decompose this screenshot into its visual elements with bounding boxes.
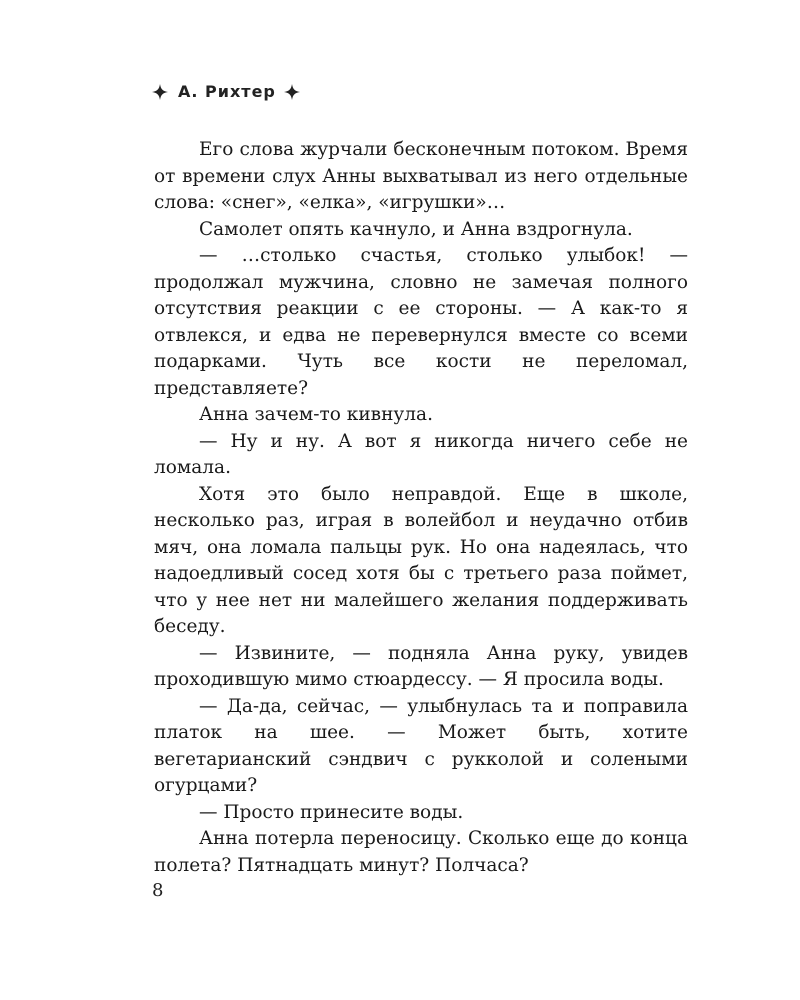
paragraph: — Ну и ну. А вот я никогда ничего себе не ломала. — [154, 430, 688, 478]
running-head — [152, 82, 300, 101]
body-text — [154, 137, 688, 879]
author-name: А. Рихтер — [178, 82, 276, 101]
paragraph: — Извините, — подняла Анна руку, увидев проходившую мимо стюардессу. — Я просила воды. — [154, 642, 688, 690]
paragraph: — …столько счастья, столько улыбок! — продолжал мужчина, словно не замечая полного отсутствия реакции с ее стороны. — А как-то я отвлекся, и едва не перевернулся вместе со всеми подарками. Чуть все кости не переломал, представляете? — [154, 245, 688, 399]
sparkle-star-icon — [152, 84, 168, 100]
paragraph: — Просто принесите воды. — [199, 801, 464, 823]
paragraph: Анна зачем-то кивнула. — [199, 404, 433, 425]
paragraph: Его слова журчали бесконечным потоком. Время от времени слух Анны выхватывал из него отдельные слова: «снег», «елка», «игрушки»… — [154, 139, 688, 213]
paragraph: — Да-да, сейчас, — улыбнулась та и поправила платок на шее. — Может быть, хотите вегетарианский сэндвич с рукколой и солеными огурцами? — [154, 695, 688, 796]
paragraph: Хотя это было неправдой. Еще в школе, несколько раз, играя в волейбол и неудачно отбив мяч, она ломала пальцы рук. Но она надеялась, что надоедливый сосед хотя бы с третьего раза поймет, что у нее нет ни малейшего желания поддерживать беседу. — [154, 483, 688, 637]
page-number: 8 — [152, 880, 164, 901]
sparkle-star-icon — [284, 84, 300, 100]
paragraph: Самолет опять качнуло, и Анна вздрогнула. — [199, 218, 633, 240]
paragraph: Анна потерла переносицу. Сколько еще до конца полета? Пятнадцать минут? Полчаса? — [154, 828, 688, 876]
